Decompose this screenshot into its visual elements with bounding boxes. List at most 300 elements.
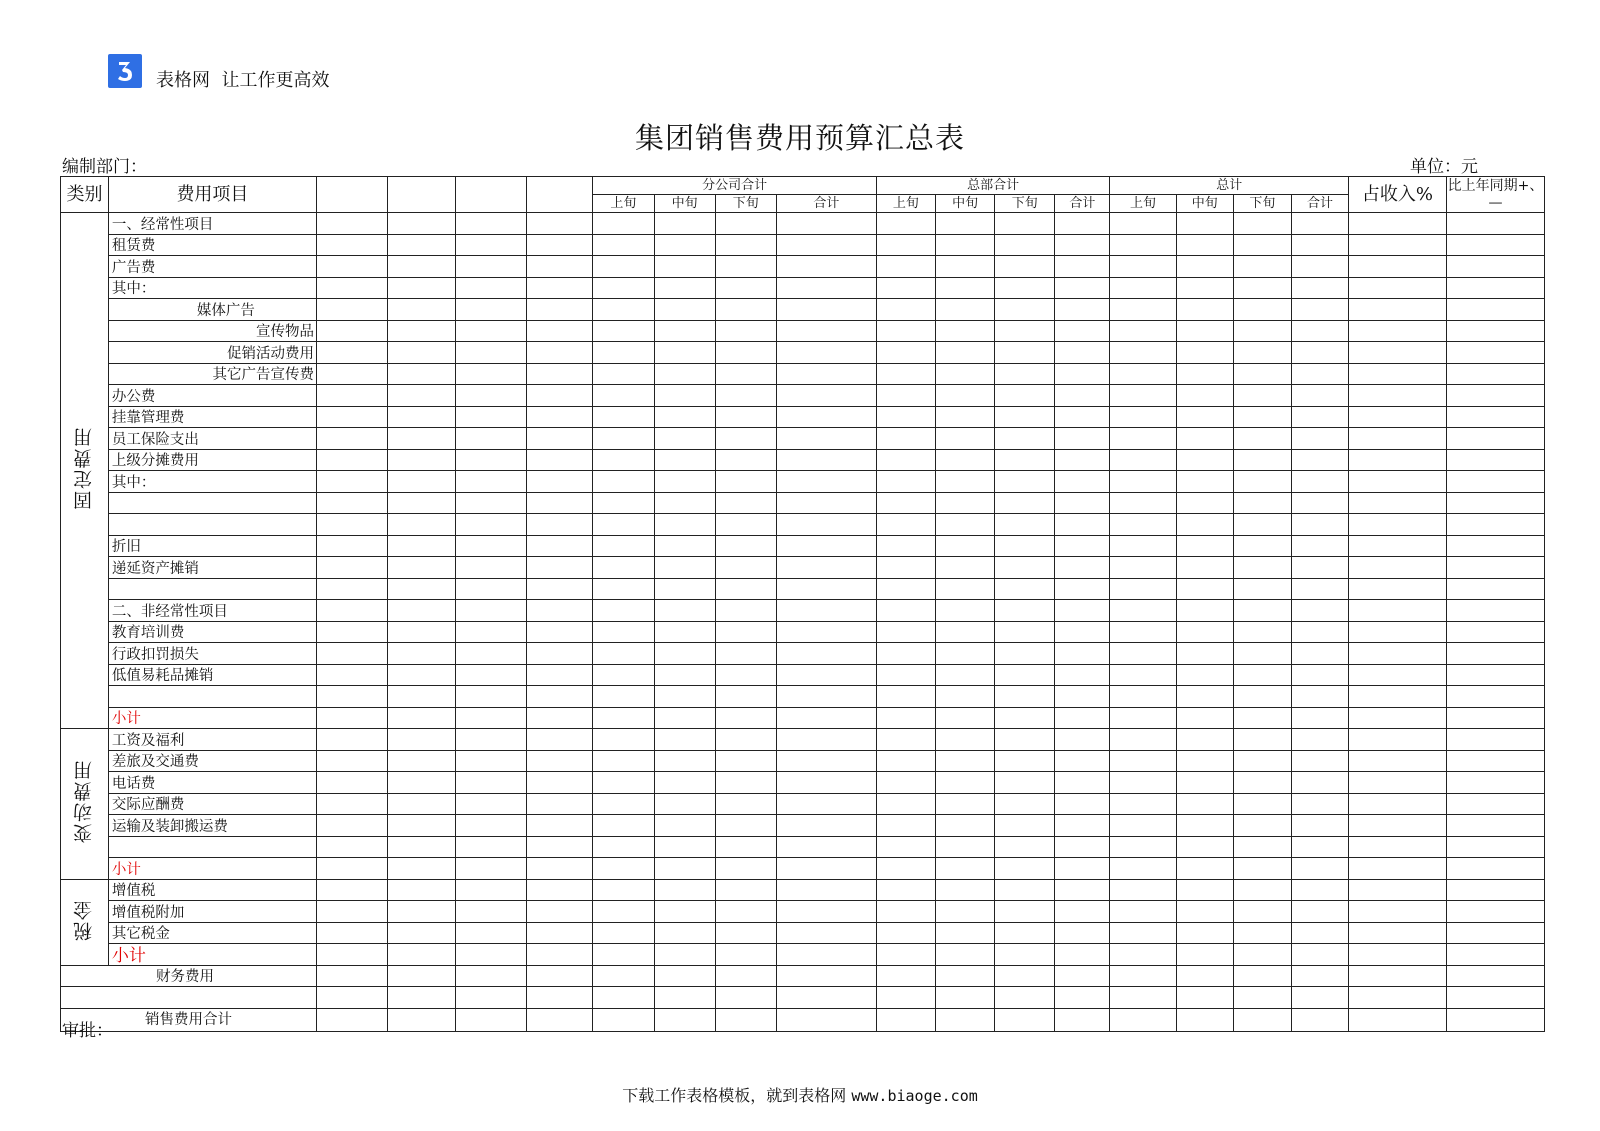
value-cell[interactable]: [715, 277, 776, 299]
value-cell[interactable]: [1055, 965, 1110, 987]
value-cell[interactable]: [1176, 535, 1233, 557]
value-cell[interactable]: [1110, 299, 1176, 321]
value-cell[interactable]: [715, 643, 776, 665]
value-cell[interactable]: [1176, 664, 1233, 686]
value-cell[interactable]: [527, 213, 593, 235]
value-cell[interactable]: [316, 858, 387, 880]
value-cell[interactable]: [995, 836, 1055, 858]
value-cell[interactable]: [1349, 858, 1447, 880]
value-cell[interactable]: [527, 793, 593, 815]
value-cell[interactable]: [776, 492, 876, 514]
value-cell[interactable]: [1055, 492, 1110, 514]
value-cell[interactable]: [936, 944, 995, 966]
value-cell[interactable]: [876, 901, 935, 923]
value-cell[interactable]: [1055, 449, 1110, 471]
value-cell[interactable]: [1291, 449, 1348, 471]
value-cell[interactable]: [1055, 277, 1110, 299]
value-cell[interactable]: [316, 707, 387, 729]
value-cell[interactable]: [1233, 987, 1291, 1009]
value-cell[interactable]: [876, 234, 935, 256]
value-cell[interactable]: [593, 772, 654, 794]
value-cell[interactable]: [316, 965, 387, 987]
value-cell[interactable]: [776, 385, 876, 407]
value-cell[interactable]: [995, 621, 1055, 643]
value-cell[interactable]: [1110, 643, 1176, 665]
value-cell[interactable]: [1291, 987, 1348, 1009]
value-cell[interactable]: [455, 320, 526, 342]
value-cell[interactable]: [1176, 836, 1233, 858]
value-cell[interactable]: [1176, 213, 1233, 235]
value-cell[interactable]: [995, 234, 1055, 256]
value-cell[interactable]: [776, 514, 876, 536]
value-cell[interactable]: [1055, 514, 1110, 536]
value-cell[interactable]: [388, 621, 455, 643]
value-cell[interactable]: [876, 320, 935, 342]
value-cell[interactable]: [995, 643, 1055, 665]
value-cell[interactable]: [876, 578, 935, 600]
value-cell[interactable]: [1176, 406, 1233, 428]
value-cell[interactable]: [1446, 428, 1544, 450]
value-cell[interactable]: [593, 686, 654, 708]
value-cell[interactable]: [316, 922, 387, 944]
value-cell[interactable]: [1176, 514, 1233, 536]
value-cell[interactable]: [876, 836, 935, 858]
value-cell[interactable]: [715, 385, 776, 407]
value-cell[interactable]: [776, 922, 876, 944]
value-cell[interactable]: [316, 686, 387, 708]
value-cell[interactable]: [388, 256, 455, 278]
value-cell[interactable]: [936, 965, 995, 987]
value-cell[interactable]: [1291, 363, 1348, 385]
value-cell[interactable]: [654, 471, 715, 493]
value-cell[interactable]: [1233, 471, 1291, 493]
value-cell[interactable]: [1176, 922, 1233, 944]
value-cell[interactable]: [776, 342, 876, 364]
value-cell[interactable]: [527, 836, 593, 858]
value-cell[interactable]: [654, 793, 715, 815]
value-cell[interactable]: [1291, 621, 1348, 643]
value-cell[interactable]: [995, 922, 1055, 944]
value-cell[interactable]: [316, 621, 387, 643]
value-cell[interactable]: [1110, 922, 1176, 944]
value-cell[interactable]: [1349, 922, 1447, 944]
value-cell[interactable]: [593, 492, 654, 514]
value-cell[interactable]: [1055, 428, 1110, 450]
value-cell[interactable]: [936, 1008, 995, 1031]
value-cell[interactable]: [388, 277, 455, 299]
value-cell[interactable]: [654, 320, 715, 342]
value-cell[interactable]: [1176, 299, 1233, 321]
value-cell[interactable]: [388, 772, 455, 794]
value-cell[interactable]: [593, 707, 654, 729]
value-cell[interactable]: [527, 492, 593, 514]
value-cell[interactable]: [593, 578, 654, 600]
value-cell[interactable]: [455, 406, 526, 428]
value-cell[interactable]: [1176, 729, 1233, 751]
value-cell[interactable]: [1233, 772, 1291, 794]
value-cell[interactable]: [654, 557, 715, 579]
value-cell[interactable]: [527, 449, 593, 471]
value-cell[interactable]: [995, 793, 1055, 815]
value-cell[interactable]: [1349, 342, 1447, 364]
value-cell[interactable]: [1349, 213, 1447, 235]
value-cell[interactable]: [593, 256, 654, 278]
value-cell[interactable]: [936, 686, 995, 708]
value-cell[interactable]: [388, 342, 455, 364]
value-cell[interactable]: [936, 879, 995, 901]
value-cell[interactable]: [316, 471, 387, 493]
value-cell[interactable]: [593, 428, 654, 450]
value-cell[interactable]: [715, 256, 776, 278]
value-cell[interactable]: [527, 944, 593, 966]
value-cell[interactable]: [1233, 815, 1291, 837]
value-cell[interactable]: [876, 428, 935, 450]
value-cell[interactable]: [1055, 535, 1110, 557]
value-cell[interactable]: [715, 922, 776, 944]
value-cell[interactable]: [1233, 320, 1291, 342]
value-cell[interactable]: [876, 772, 935, 794]
value-cell[interactable]: [876, 514, 935, 536]
value-cell[interactable]: [316, 299, 387, 321]
value-cell[interactable]: [876, 879, 935, 901]
value-cell[interactable]: [388, 234, 455, 256]
value-cell[interactable]: [1176, 901, 1233, 923]
value-cell[interactable]: [1176, 600, 1233, 622]
value-cell[interactable]: [527, 922, 593, 944]
value-cell[interactable]: [455, 277, 526, 299]
value-cell[interactable]: [593, 750, 654, 772]
value-cell[interactable]: [593, 901, 654, 923]
value-cell[interactable]: [1055, 879, 1110, 901]
value-cell[interactable]: [316, 277, 387, 299]
value-cell[interactable]: [876, 600, 935, 622]
value-cell[interactable]: [1291, 643, 1348, 665]
value-cell[interactable]: [1233, 557, 1291, 579]
value-cell[interactable]: [1233, 643, 1291, 665]
value-cell[interactable]: [1176, 772, 1233, 794]
value-cell[interactable]: [995, 1008, 1055, 1031]
value-cell[interactable]: [995, 815, 1055, 837]
value-cell[interactable]: [995, 664, 1055, 686]
value-cell[interactable]: [1176, 879, 1233, 901]
value-cell[interactable]: [1233, 707, 1291, 729]
value-cell[interactable]: [654, 858, 715, 880]
value-cell[interactable]: [776, 234, 876, 256]
value-cell[interactable]: [455, 449, 526, 471]
value-cell[interactable]: [593, 299, 654, 321]
value-cell[interactable]: [1291, 578, 1348, 600]
value-cell[interactable]: [455, 213, 526, 235]
value-cell[interactable]: [995, 729, 1055, 751]
value-cell[interactable]: [388, 965, 455, 987]
value-cell[interactable]: [715, 772, 776, 794]
value-cell[interactable]: [936, 707, 995, 729]
value-cell[interactable]: [455, 836, 526, 858]
value-cell[interactable]: [1176, 1008, 1233, 1031]
value-cell[interactable]: [316, 342, 387, 364]
value-cell[interactable]: [776, 664, 876, 686]
value-cell[interactable]: [776, 815, 876, 837]
value-cell[interactable]: [1233, 1008, 1291, 1031]
value-cell[interactable]: [1176, 234, 1233, 256]
value-cell[interactable]: [1291, 535, 1348, 557]
value-cell[interactable]: [527, 406, 593, 428]
value-cell[interactable]: [1110, 750, 1176, 772]
value-cell[interactable]: [1446, 277, 1544, 299]
value-cell[interactable]: [995, 879, 1055, 901]
value-cell[interactable]: [1349, 686, 1447, 708]
value-cell[interactable]: [995, 901, 1055, 923]
value-cell[interactable]: [654, 363, 715, 385]
value-cell[interactable]: [715, 342, 776, 364]
value-cell[interactable]: [1291, 836, 1348, 858]
value-cell[interactable]: [593, 621, 654, 643]
value-cell[interactable]: [654, 750, 715, 772]
value-cell[interactable]: [1233, 299, 1291, 321]
value-cell[interactable]: [936, 277, 995, 299]
value-cell[interactable]: [1349, 449, 1447, 471]
value-cell[interactable]: [1446, 492, 1544, 514]
value-cell[interactable]: [995, 256, 1055, 278]
value-cell[interactable]: [593, 643, 654, 665]
value-cell[interactable]: [995, 449, 1055, 471]
value-cell[interactable]: [316, 664, 387, 686]
value-cell[interactable]: [1110, 557, 1176, 579]
value-cell[interactable]: [1446, 234, 1544, 256]
value-cell[interactable]: [936, 643, 995, 665]
value-cell[interactable]: [1176, 815, 1233, 837]
value-cell[interactable]: [527, 879, 593, 901]
value-cell[interactable]: [876, 858, 935, 880]
value-cell[interactable]: [776, 987, 876, 1009]
value-cell[interactable]: [1291, 385, 1348, 407]
value-cell[interactable]: [1291, 514, 1348, 536]
value-cell[interactable]: [936, 793, 995, 815]
value-cell[interactable]: [1233, 901, 1291, 923]
value-cell[interactable]: [1291, 793, 1348, 815]
value-cell[interactable]: [715, 707, 776, 729]
value-cell[interactable]: [1233, 514, 1291, 536]
value-cell[interactable]: [654, 428, 715, 450]
value-cell[interactable]: [776, 320, 876, 342]
value-cell[interactable]: [876, 944, 935, 966]
value-cell[interactable]: [388, 729, 455, 751]
value-cell[interactable]: [776, 256, 876, 278]
value-cell[interactable]: [715, 836, 776, 858]
value-cell[interactable]: [1110, 363, 1176, 385]
value-cell[interactable]: [715, 535, 776, 557]
value-cell[interactable]: [1176, 621, 1233, 643]
value-cell[interactable]: [1110, 428, 1176, 450]
value-cell[interactable]: [316, 987, 387, 1009]
value-cell[interactable]: [995, 944, 1055, 966]
value-cell[interactable]: [776, 901, 876, 923]
value-cell[interactable]: [593, 858, 654, 880]
value-cell[interactable]: [455, 428, 526, 450]
value-cell[interactable]: [876, 664, 935, 686]
value-cell[interactable]: [1446, 750, 1544, 772]
value-cell[interactable]: [1233, 729, 1291, 751]
value-cell[interactable]: [654, 277, 715, 299]
value-cell[interactable]: [1055, 363, 1110, 385]
value-cell[interactable]: [527, 363, 593, 385]
value-cell[interactable]: [1349, 471, 1447, 493]
value-cell[interactable]: [1110, 1008, 1176, 1031]
value-cell[interactable]: [715, 600, 776, 622]
value-cell[interactable]: [776, 729, 876, 751]
value-cell[interactable]: [1291, 729, 1348, 751]
value-cell[interactable]: [527, 750, 593, 772]
value-cell[interactable]: [1176, 363, 1233, 385]
value-cell[interactable]: [654, 514, 715, 536]
value-cell[interactable]: [654, 944, 715, 966]
value-cell[interactable]: [593, 234, 654, 256]
value-cell[interactable]: [1446, 320, 1544, 342]
value-cell[interactable]: [995, 535, 1055, 557]
value-cell[interactable]: [1291, 299, 1348, 321]
value-cell[interactable]: [455, 600, 526, 622]
value-cell[interactable]: [715, 750, 776, 772]
value-cell[interactable]: [1055, 557, 1110, 579]
value-cell[interactable]: [654, 299, 715, 321]
value-cell[interactable]: [654, 449, 715, 471]
value-cell[interactable]: [1110, 320, 1176, 342]
value-cell[interactable]: [1349, 600, 1447, 622]
value-cell[interactable]: [1110, 406, 1176, 428]
value-cell[interactable]: [715, 965, 776, 987]
value-cell[interactable]: [1349, 772, 1447, 794]
value-cell[interactable]: [1176, 987, 1233, 1009]
value-cell[interactable]: [593, 922, 654, 944]
value-cell[interactable]: [936, 578, 995, 600]
value-cell[interactable]: [1446, 965, 1544, 987]
value-cell[interactable]: [995, 965, 1055, 987]
value-cell[interactable]: [1110, 729, 1176, 751]
value-cell[interactable]: [593, 277, 654, 299]
value-cell[interactable]: [455, 729, 526, 751]
value-cell[interactable]: [876, 965, 935, 987]
value-cell[interactable]: [876, 406, 935, 428]
value-cell[interactable]: [876, 449, 935, 471]
value-cell[interactable]: [1110, 535, 1176, 557]
value-cell[interactable]: [936, 922, 995, 944]
value-cell[interactable]: [1055, 729, 1110, 751]
value-cell[interactable]: [715, 514, 776, 536]
value-cell[interactable]: [995, 471, 1055, 493]
value-cell[interactable]: [1446, 514, 1544, 536]
value-cell[interactable]: [1291, 944, 1348, 966]
value-cell[interactable]: [1176, 944, 1233, 966]
value-cell[interactable]: [1176, 277, 1233, 299]
value-cell[interactable]: [593, 664, 654, 686]
value-cell[interactable]: [715, 664, 776, 686]
value-cell[interactable]: [316, 535, 387, 557]
value-cell[interactable]: [455, 643, 526, 665]
value-cell[interactable]: [593, 213, 654, 235]
value-cell[interactable]: [876, 922, 935, 944]
value-cell[interactable]: [654, 385, 715, 407]
value-cell[interactable]: [316, 449, 387, 471]
value-cell[interactable]: [995, 320, 1055, 342]
value-cell[interactable]: [654, 234, 715, 256]
value-cell[interactable]: [995, 858, 1055, 880]
value-cell[interactable]: [654, 729, 715, 751]
value-cell[interactable]: [1291, 879, 1348, 901]
value-cell[interactable]: [1349, 1008, 1447, 1031]
value-cell[interactable]: [1110, 342, 1176, 364]
value-cell[interactable]: [1446, 879, 1544, 901]
value-cell[interactable]: [316, 643, 387, 665]
value-cell[interactable]: [1446, 836, 1544, 858]
value-cell[interactable]: [593, 729, 654, 751]
value-cell[interactable]: [1233, 621, 1291, 643]
value-cell[interactable]: [1233, 664, 1291, 686]
value-cell[interactable]: [593, 965, 654, 987]
value-cell[interactable]: [1110, 836, 1176, 858]
value-cell[interactable]: [1055, 234, 1110, 256]
value-cell[interactable]: [1055, 385, 1110, 407]
value-cell[interactable]: [715, 557, 776, 579]
value-cell[interactable]: [593, 320, 654, 342]
value-cell[interactable]: [1110, 901, 1176, 923]
value-cell[interactable]: [388, 836, 455, 858]
value-cell[interactable]: [876, 492, 935, 514]
value-cell[interactable]: [1233, 879, 1291, 901]
value-cell[interactable]: [1291, 277, 1348, 299]
value-cell[interactable]: [388, 600, 455, 622]
value-cell[interactable]: [936, 234, 995, 256]
value-cell[interactable]: [654, 621, 715, 643]
value-cell[interactable]: [388, 578, 455, 600]
value-cell[interactable]: [1291, 858, 1348, 880]
value-cell[interactable]: [455, 514, 526, 536]
value-cell[interactable]: [527, 277, 593, 299]
value-cell[interactable]: [1110, 772, 1176, 794]
value-cell[interactable]: [1349, 944, 1447, 966]
value-cell[interactable]: [876, 815, 935, 837]
value-cell[interactable]: [455, 621, 526, 643]
value-cell[interactable]: [593, 406, 654, 428]
value-cell[interactable]: [527, 987, 593, 1009]
value-cell[interactable]: [1291, 428, 1348, 450]
value-cell[interactable]: [388, 987, 455, 1009]
value-cell[interactable]: [1233, 428, 1291, 450]
value-cell[interactable]: [1291, 965, 1348, 987]
value-cell[interactable]: [1055, 987, 1110, 1009]
value-cell[interactable]: [1233, 793, 1291, 815]
value-cell[interactable]: [593, 1008, 654, 1031]
value-cell[interactable]: [316, 557, 387, 579]
value-cell[interactable]: [936, 320, 995, 342]
value-cell[interactable]: [455, 299, 526, 321]
value-cell[interactable]: [1110, 944, 1176, 966]
value-cell[interactable]: [715, 1008, 776, 1031]
value-cell[interactable]: [1055, 922, 1110, 944]
value-cell[interactable]: [1291, 471, 1348, 493]
value-cell[interactable]: [654, 535, 715, 557]
value-cell[interactable]: [776, 965, 876, 987]
value-cell[interactable]: [1110, 987, 1176, 1009]
value-cell[interactable]: [388, 664, 455, 686]
value-cell[interactable]: [1349, 234, 1447, 256]
value-cell[interactable]: [593, 600, 654, 622]
value-cell[interactable]: [654, 686, 715, 708]
value-cell[interactable]: [1055, 793, 1110, 815]
value-cell[interactable]: [1176, 320, 1233, 342]
value-cell[interactable]: [1349, 277, 1447, 299]
value-cell[interactable]: [776, 643, 876, 665]
value-cell[interactable]: [316, 320, 387, 342]
